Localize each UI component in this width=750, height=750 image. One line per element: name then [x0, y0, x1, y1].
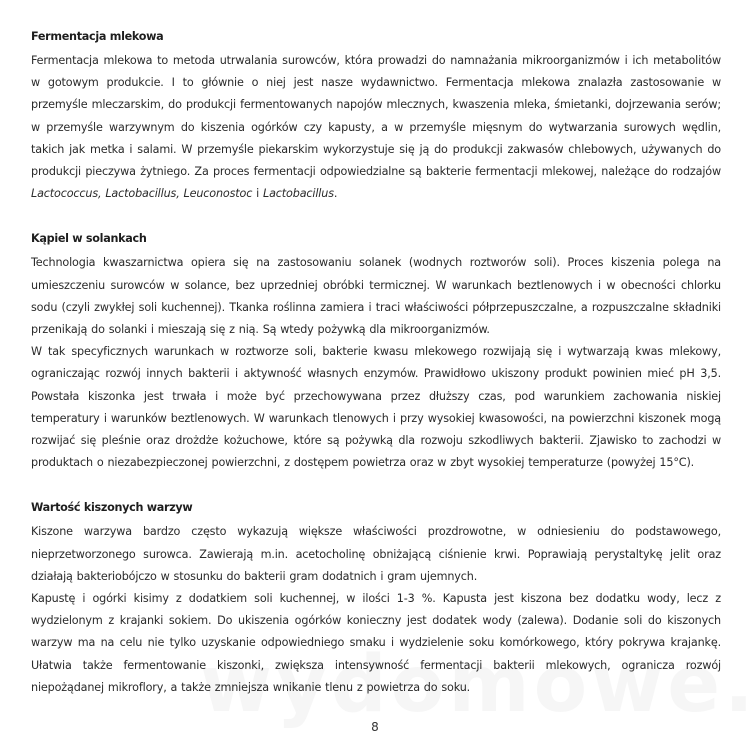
- paragraph: [31, 341, 721, 474]
- text-segment-italic: Lactobacillus: [263, 187, 334, 201]
- section-heading: Kąpiel w solankach: [31, 232, 147, 246]
- document-page: [31, 30, 721, 726]
- section-heading: Wartość kiszonych warzyw: [31, 501, 193, 515]
- text-segment: i: [252, 187, 264, 201]
- paragraph: [31, 588, 721, 699]
- text-segment: W tak specyficznych warunkach w roztworze soli, bakterie kwasu mlekowego rozwijają się i wytwarzają kwas mlekowy, ograniczając rozwój innych bakterii i aktywność własnych enzymów. Prawidłowo ukiszony produkt powinien mieć pH 3,5. Powstała kiszonka jest trwała i może być przechowywana przez dłuższy czas, pod warunkiem zachowania niskiej temperatury i warunków beztlenowych. W warunkach tlenowych i przy wysokiej kwasowości, na powierzchni kiszonek mogą rozwijać się pleśnie oraz drożdże kożuchowe, które są pożywką dla rozwoju szkodliwych bakterii. Zjawisko to zachodzi w produktach o niezabezpieczonej powierzchni, z dostępem powietrza oraz w zbyt wysokiej temperaturze (powyżej 15°C).: [31, 345, 721, 470]
- section-fermentacja: [31, 30, 721, 205]
- page-number: 8: [371, 720, 379, 734]
- text-segment: Kiszone warzywa bardzo często wykazują większe właściwości prozdrowotne, w odniesieniu do podstawowego, nieprzetworzonego surowca. Zawierają m.in. acetocholinę obniżającą ciśnienie krwi. Poprawiają perystaltykę jelit oraz działają bakteriobójczo w stosunku do bakterii gram dodatnich i gram ujemnych.: [31, 525, 721, 583]
- text-segment: .: [333, 187, 338, 201]
- paragraph: [31, 521, 721, 588]
- text-segment-italic: Lactococcus, Lactobacillus, Leuconostoc: [31, 187, 253, 201]
- paragraph: [31, 252, 721, 341]
- section-kapiel: [31, 232, 721, 474]
- text-segment: Kapustę i ogórki kisimy z dodatkiem soli kuchennej, w ilości 1-3 %. Kapusta jest kiszona bez dodatku wody, lecz z wydzielonym z krajanki sokiem. Do ukiszenia ogórków konieczny jest dodatek wody (zalewa). Dodanie soli do kiszonych warzyw ma na celu nie tylko uzyskanie odpowiedniego smaku i wydzielenie soku komórkowego, który pokrywa krajankę. Ułatwia także fermentowanie kiszonki, zwiększa intensywność fermentacji bakterii mlekowych, ogranicza rozwój niepożądanej mikroflory, a także zmniejsza wnikanie tlenu z powietrza do soku.: [31, 592, 721, 694]
- section-wartosc: [31, 501, 721, 699]
- text-segment: Fermentacja mlekowa to metoda utrwalania surowców, która prowadzi do namnażania mikroorganizmów i ich metabolitów w gotowym produkcie. I to głównie o niej jest nasze wydawnictwo. Fermentacja mlekowa znalazła zastosowanie w przemyśle mleczarskim, do produkcji fermentowanych napojów mlecznych, kwaszenia mleka, śmietanki, dojrzewania serów; w przemyśle warzywnym do kiszenia ogórków czy kapusty, a w przemyśle mięsnym do wytwarzania surowych wędlin, takich jak metka i salami. W przemyśle piekarskim wykorzystuje się ją do produkcji zakwasów chlebowych, używanych do produkcji pieczywa żytniego. Za proces fermentacji odpowiedzialne są bakterie fermentacji mlekowej, należące do rodzajów: [31, 54, 721, 179]
- paragraph: [31, 50, 721, 205]
- section-heading: Fermentacja mlekowa: [31, 30, 164, 43]
- text-segment: Technologia kwaszarnictwa opiera się na zastosowaniu solanek (wodnych roztworów soli). Proces kiszenia polega na umieszczeniu surowców w solance, bez uprzedniej obróbki termicznej. W warunkach beztlenowych i w obecności chlorku sodu (czyli zwykłej soli kuchennej). Tkanka roślinna zamiera i traci właściwości półprzepuszczalne, a rozpuszczalne składniki przenikają do solanki i mieszają się z nią. Są wtedy pożywką dla mikroorganizmów.: [31, 256, 721, 337]
